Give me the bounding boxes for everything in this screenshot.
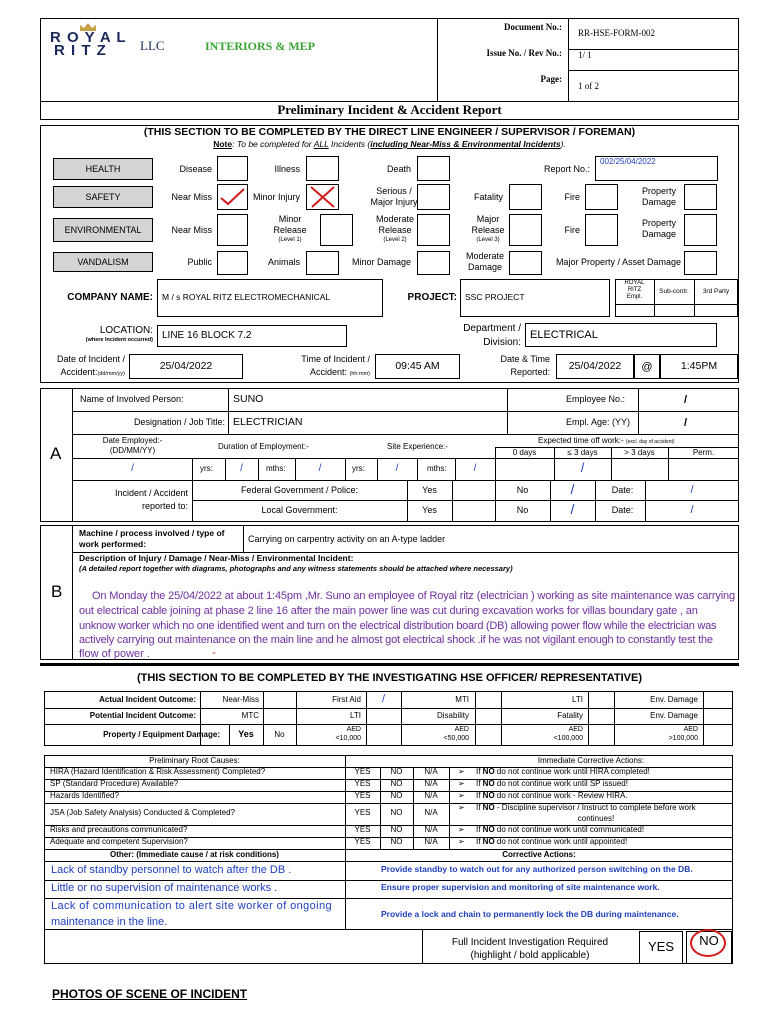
category-vandalism: VANDALISM <box>53 252 153 272</box>
checkbox-public[interactable] <box>217 251 248 275</box>
company-label: COMPANY NAME: <box>67 292 153 303</box>
label-serious-injury-2: Major Injury <box>370 197 418 207</box>
label-minor-damage: Minor Damage <box>351 257 411 267</box>
property-yes-option[interactable]: Yes <box>238 729 254 739</box>
other-cause-3: Lack of communication to alert site worker of ongoing <box>51 900 333 912</box>
property-damage-label: Property / Equipment Damage: <box>103 730 220 739</box>
sectionB-letter: B <box>51 582 63 601</box>
potential-env-damage-option: Env. Damage <box>650 711 698 720</box>
checkbox-minor-release[interactable] <box>320 214 353 246</box>
at-symbol: @ <box>641 361 653 373</box>
actual-outcome-label: Actual Incident Outcome: <box>99 695 196 704</box>
label-env-fire: Fire <box>564 225 580 235</box>
corrective-action-1: Provide standby to watch out for any authorized person switching on the DB. <box>381 864 693 874</box>
age-value: / <box>684 417 688 429</box>
label-animals: Animals <box>267 257 300 267</box>
days-le-3-label: ≤ 3 days <box>567 448 598 457</box>
label-serious-injury: Serious / <box>376 186 412 196</box>
mtc-option: MTC <box>241 711 259 720</box>
site-mths-label: mths: <box>427 464 447 473</box>
checkbox-illness[interactable] <box>306 156 339 181</box>
checkbox-death[interactable] <box>417 156 450 181</box>
description-dash: - <box>212 647 216 659</box>
federal-yes[interactable]: Yes <box>422 485 437 495</box>
arrow-bullet-icon: ➢ <box>458 803 465 812</box>
name-value: SUNO <box>233 393 264 405</box>
label-public: Public <box>187 257 212 267</box>
designation-label: Designation / Job Title: <box>133 417 225 427</box>
description-line-5: flow of power . <box>79 648 150 660</box>
logo-royal: R O Y A L <box>50 29 127 46</box>
reported-time-value: 1:45PM <box>680 360 718 372</box>
root-cause-question: SP (Standard Procedure) Available? <box>50 779 179 788</box>
name-label: Name of Involved Person: <box>80 394 184 404</box>
local-gov-label: Local Government: <box>261 505 338 515</box>
cross-mark-icon <box>306 183 340 211</box>
root-causes-heading: Preliminary Root Causes: <box>149 756 240 765</box>
corrective-heading: Corrective Actions: <box>502 850 576 859</box>
label-env-property-damage-2: Damage <box>641 229 677 239</box>
project-label: PROJECT: <box>407 292 457 303</box>
section2-heading: (THIS SECTION TO BE COMPLETED BY THE INVESTIGATING HSE OFFICER/ REPRESENTATIVE) <box>136 672 643 684</box>
logo-ritz: R I T Z <box>54 42 107 59</box>
corrective-instruction-continued: continues! <box>577 814 615 823</box>
label-illness: Illness <box>274 164 300 174</box>
date-of-incident-value: 25/04/2022 <box>159 360 213 372</box>
reported-label-2: Reported: <box>510 367 550 377</box>
duration-yrs-label: yrs: <box>200 464 213 473</box>
root-cause-question: Hazards Identified? <box>50 791 119 800</box>
section1-heading: (THIS SECTION TO BE COMPLETED BY THE DIRECT LINE ENGINEER / SUPERVISOR / FOREMAN) <box>143 126 636 138</box>
fatality-option: Fatality <box>557 711 583 720</box>
perm-label: Perm. <box>692 448 715 457</box>
project-value: SSC PROJECT <box>465 292 525 302</box>
label-property-damage-2: Damage <box>641 197 677 207</box>
site-yrs-label: yrs: <box>352 464 365 473</box>
aed-over-100k-label-2: >100,000 <box>668 735 698 742</box>
category-safety: SAFETY <box>53 186 153 208</box>
label-moderate-damage: Moderate <box>465 251 505 261</box>
label-death: Death <box>386 164 411 174</box>
yes-option[interactable]: YES <box>354 767 371 776</box>
label-moderate-release-3: (Level 2) <box>383 237 407 243</box>
label-minor-release-3: (Level 1) <box>278 237 302 243</box>
label-major-release-2: Release <box>471 225 505 235</box>
time-of-incident-value: 09:45 AM <box>395 360 440 372</box>
description-line-2: out electrical cable joining at phase 2 line 16 after the main power line was cut during excavation works for villas boundary gate , an <box>79 605 698 617</box>
site-yrs-value: / <box>395 463 399 474</box>
yes-option[interactable]: YES <box>354 825 371 834</box>
checkbox-fatality[interactable] <box>509 184 542 210</box>
timeoff-mark: / <box>580 460 585 475</box>
mti-option: MTI <box>455 695 469 704</box>
full-investigation-label: Full Incident Investigation Required <box>451 937 609 948</box>
arrow-bullet-icon: ➢ <box>458 767 465 776</box>
na-option[interactable]: N/A <box>424 767 438 776</box>
arrow-bullet-icon: ➢ <box>458 825 465 834</box>
sectionA-letter: A <box>50 444 62 463</box>
checkbox-env-near-miss[interactable] <box>217 214 248 246</box>
description-line-1: On Monday the 25/04/2022 at about 1:45pm ,Mr. Suno an employee of Royal ritz (electrician ) working as site maintenance was carrying <box>92 590 735 602</box>
duration-yrs-value: / <box>240 463 243 474</box>
arrow-bullet-icon: ➢ <box>458 837 465 846</box>
designation-value: ELECTRICIAN <box>233 416 303 428</box>
full-investigation-no-label: NO <box>699 933 719 948</box>
days-gt-3-label: > 3 days <box>624 448 655 457</box>
checkbox-env-property-damage[interactable] <box>684 214 717 246</box>
near-miss-option: Near-Miss <box>222 695 259 704</box>
reported-to-label: Incident / Accident <box>114 488 188 498</box>
no-option[interactable]: NO <box>390 825 403 834</box>
local-date-value: / <box>690 504 694 516</box>
na-option[interactable]: N/A <box>424 837 438 846</box>
issue-label: Issue No. / Rev No.: <box>486 48 562 58</box>
potential-lti-option: LTI <box>350 711 361 720</box>
department-value: ELECTRICAL <box>530 329 598 341</box>
date-employed-value: / <box>131 463 134 474</box>
aed-over-100k-label: AED <box>683 726 698 733</box>
checkbox-fire[interactable] <box>585 184 618 210</box>
no-option[interactable]: NO <box>390 767 403 776</box>
date-employed-label-2: (DD/MM/YY) <box>109 446 156 455</box>
employee-no-value: / <box>684 394 688 406</box>
issue-value: 1/ 1 <box>578 50 592 60</box>
no-option[interactable]: NO <box>390 791 403 800</box>
doc-no-label: Document No.: <box>504 22 562 32</box>
description-line-3: unknow worker which no one identified went and turn on the electrical distribution board (DB) allowing power flow while the electrician was <box>79 620 717 632</box>
employee-no-label: Employee No.: <box>566 394 626 404</box>
duration-mths-label: mths: <box>266 464 286 473</box>
label-env-near-miss: Near Miss <box>171 225 212 235</box>
label-moderate-damage-2: Damage <box>467 262 503 272</box>
machine-label-2: work performed: <box>79 539 147 549</box>
federal-no-mark: / <box>570 481 575 497</box>
aed-50k-label-2: <50,000 <box>443 735 469 742</box>
federal-date-value: / <box>690 484 694 496</box>
report-title: Preliminary Incident & Accident Report <box>277 102 502 117</box>
label-minor-release: Minor <box>278 214 302 224</box>
location-value: LINE 16 BLOCK 7.2 <box>162 330 252 341</box>
subcontr-label: Sub-contr. <box>659 288 689 295</box>
royal-ritz-empl-label-2: RITZ <box>627 287 642 293</box>
duration-mths-value: / <box>318 463 322 474</box>
checkbox-serious-injury[interactable] <box>417 184 450 210</box>
na-option[interactable]: N/A <box>424 808 438 817</box>
checkbox-major-property-damage[interactable] <box>684 251 717 275</box>
checkmark-icon <box>218 186 248 208</box>
department-label-2: Division: <box>483 337 521 348</box>
company-value: M / s ROYAL RITZ ELECTROMECHANICAL <box>162 292 331 302</box>
aed-10k-label-2: <10,000 <box>335 735 361 742</box>
local-no-mark: / <box>570 501 575 517</box>
time-of-incident-label: Time of Incident / <box>301 354 370 364</box>
arrow-bullet-icon: ➢ <box>458 779 465 788</box>
label-disease: Disease <box>179 164 212 174</box>
category-environmental: ENVIRONMENTAL <box>53 218 153 242</box>
local-date-label: Date: <box>611 505 634 515</box>
label-report-no: Report No.: <box>543 164 590 174</box>
reported-date-value: 25/04/2022 <box>568 360 622 372</box>
first-aid-mark: / <box>381 693 386 705</box>
time-of-incident-label-2: Accident: (hh:mm) <box>309 367 370 377</box>
checkbox-major-release[interactable] <box>509 214 542 246</box>
page-value: 1 of 2 <box>578 81 599 91</box>
description-sub-label: (A detailed report together with diagrams, photographs and any witness statements should be attached where necessary) <box>79 564 513 573</box>
na-option[interactable]: N/A <box>424 825 438 834</box>
date-employed-label: Date Employed:- <box>102 436 163 445</box>
corrective-instruction: If NO do not continue work - Review HIRA. <box>476 791 628 800</box>
corrective-action-3: Provide a lock and chain to permanently lock the DB during maintenance. <box>381 909 679 919</box>
root-cause-question: HIRA (Hazard Identification & Risk Assessment) Completed? <box>50 767 266 776</box>
arrow-bullet-icon: ➢ <box>458 791 465 800</box>
corrective-instruction: If NO do not continue work until communicated! <box>476 825 645 834</box>
first-aid-option: First Aid <box>332 695 361 704</box>
reported-to-label-2: reported to: <box>141 501 188 511</box>
root-cause-question: Adequate and competent Supervision? <box>50 837 188 846</box>
federal-no[interactable]: No <box>516 485 529 495</box>
checkbox-moderate-damage[interactable] <box>509 251 542 275</box>
aed-100k-label: AED <box>568 726 583 733</box>
na-option[interactable]: N/A <box>424 779 438 788</box>
federal-gov-label: Federal Government / Police: <box>240 485 359 495</box>
site-experience-label: Site Experience:- <box>387 442 448 451</box>
days-0-label: 0 days <box>512 448 537 457</box>
corrective-actions-heading: Immediate Corrective Actions: <box>537 756 645 765</box>
report-no-value: 002/25/04/2022 <box>600 157 656 166</box>
potential-outcome-label: Potential Incident Outcome: <box>89 711 196 720</box>
site-mths-value: / <box>473 463 477 474</box>
federal-date-label: Date: <box>611 485 634 495</box>
label-fire: Fire <box>564 192 580 202</box>
timeoff-label: Expected time off work:- (excl. day of accident) <box>538 436 675 445</box>
label-moderate-release-2: Release <box>378 225 412 235</box>
location-sub-label: (where Incident occurred) <box>85 337 153 343</box>
other-cause-1: Lack of standby personnel to watch after the DB . <box>51 864 292 876</box>
reported-label: Date & Time <box>500 354 550 364</box>
checkbox-property-damage[interactable] <box>684 184 717 210</box>
yes-option[interactable]: YES <box>354 791 371 800</box>
aed-50k-label: AED <box>454 726 469 733</box>
section1-note: Note: To be completed for ALL Incidents (including Near-Miss & Environmental Incidents). <box>213 139 566 149</box>
aed-100k-label-2: <100,000 <box>553 735 583 742</box>
page-label: Page: <box>540 74 562 84</box>
label-fatality: Fatality <box>473 192 503 202</box>
aed-10k-label: AED <box>346 726 361 733</box>
checkbox-animals[interactable] <box>306 251 339 275</box>
other-cause-3-2: maintenance in the line. <box>51 916 168 928</box>
location-label: LOCATION: <box>99 325 153 336</box>
machine-value: Carrying on carpentry activity on an A-type ladder <box>248 534 446 544</box>
date-of-incident-label: Date of Incident / <box>56 354 125 364</box>
label-moderate-release: Moderate <box>375 214 415 224</box>
lti-option: LTI <box>572 695 583 704</box>
full-investigation-yes-label: YES <box>647 939 674 954</box>
other-causes-heading: Other: (Immediate cause / at risk conditions) <box>110 850 279 859</box>
no-option[interactable]: NO <box>390 837 403 846</box>
root-cause-question: Risks and precautions communicated? <box>50 825 188 834</box>
corrective-action-2: Ensure proper supervision and monitoring of site maintenance work. <box>381 882 660 892</box>
no-option[interactable]: NO <box>390 779 403 788</box>
no-option[interactable]: NO <box>390 808 403 817</box>
third-party-label: 3rd Party <box>702 288 730 295</box>
doc-no-value: RR-HSE-FORM-002 <box>578 28 656 38</box>
logo-llc: LLC <box>140 38 165 53</box>
checkbox-env-fire[interactable] <box>585 214 618 246</box>
royal-ritz-empl-label: ROYAL <box>624 280 645 286</box>
yes-option[interactable]: YES <box>354 808 371 817</box>
corrective-instruction: If NO do not continue work until HIRA completed! <box>476 767 650 776</box>
description-line-4: actively carrying out maintenance on the main line and he almost got electrical shock .if he was not vigilant enough to constantly test the <box>79 634 713 646</box>
label-major-release-3: (Level 3) <box>476 237 500 243</box>
corrective-instruction: If NO do not continue work until SP issued! <box>476 779 628 788</box>
corrective-instruction: If NO - Discipline supervisor / Instruct to complete before work <box>476 803 696 812</box>
local-no[interactable]: No <box>516 505 529 515</box>
env-damage-option: Env. Damage <box>650 695 698 704</box>
label-major-release: Major <box>476 214 500 224</box>
checkbox-minor-damage[interactable] <box>417 251 450 275</box>
category-health: HEALTH <box>53 158 153 180</box>
label-minor-release-2: Release <box>273 225 307 235</box>
disability-option: Disability <box>436 711 469 720</box>
photos-heading: PHOTOS OF SCENE OF INCIDENT <box>52 987 248 1001</box>
royal-ritz-empl-label-3: Empl. <box>626 294 643 300</box>
section-divider <box>40 663 739 666</box>
full-investigation-label-2: (highlight / bold applicable) <box>470 950 590 961</box>
checkbox-moderate-release[interactable] <box>417 214 450 246</box>
date-of-incident-label-2: Accident:(dd/mm/yy) <box>60 367 125 377</box>
yes-option[interactable]: YES <box>354 779 371 788</box>
description-label: Description of Injury / Damage / Near-Miss / Environmental Incident: <box>79 553 354 563</box>
label-major-property-damage: Major Property / Asset Damage <box>555 257 681 267</box>
na-option[interactable]: N/A <box>424 791 438 800</box>
root-cause-question: JSA (Job Safety Analysis) Conducted & Completed? <box>50 808 235 817</box>
department-label: Department / <box>463 323 521 334</box>
corrective-instruction: If NO do not continue work until appointed! <box>476 837 628 846</box>
yes-option[interactable]: YES <box>354 837 371 846</box>
duration-label: Duration of Employment:- <box>218 442 309 451</box>
other-cause-2: Little or no supervision of maintenance works . <box>51 882 278 894</box>
age-label: Empl. Age: (YY) <box>566 417 631 427</box>
company-logo <box>50 22 140 58</box>
label-property-damage: Property <box>641 186 676 196</box>
checkbox-disease[interactable] <box>217 156 248 181</box>
local-yes[interactable]: Yes <box>422 505 437 515</box>
machine-label: Machine / process involved / type of <box>79 528 225 538</box>
label-minor-injury: Minor Injury <box>252 192 300 202</box>
label-near-miss: Near Miss <box>171 192 212 202</box>
label-env-property-damage: Property <box>641 218 676 228</box>
property-no-option[interactable]: No <box>274 730 285 739</box>
division-name: INTERIORS & MEP <box>205 39 316 53</box>
